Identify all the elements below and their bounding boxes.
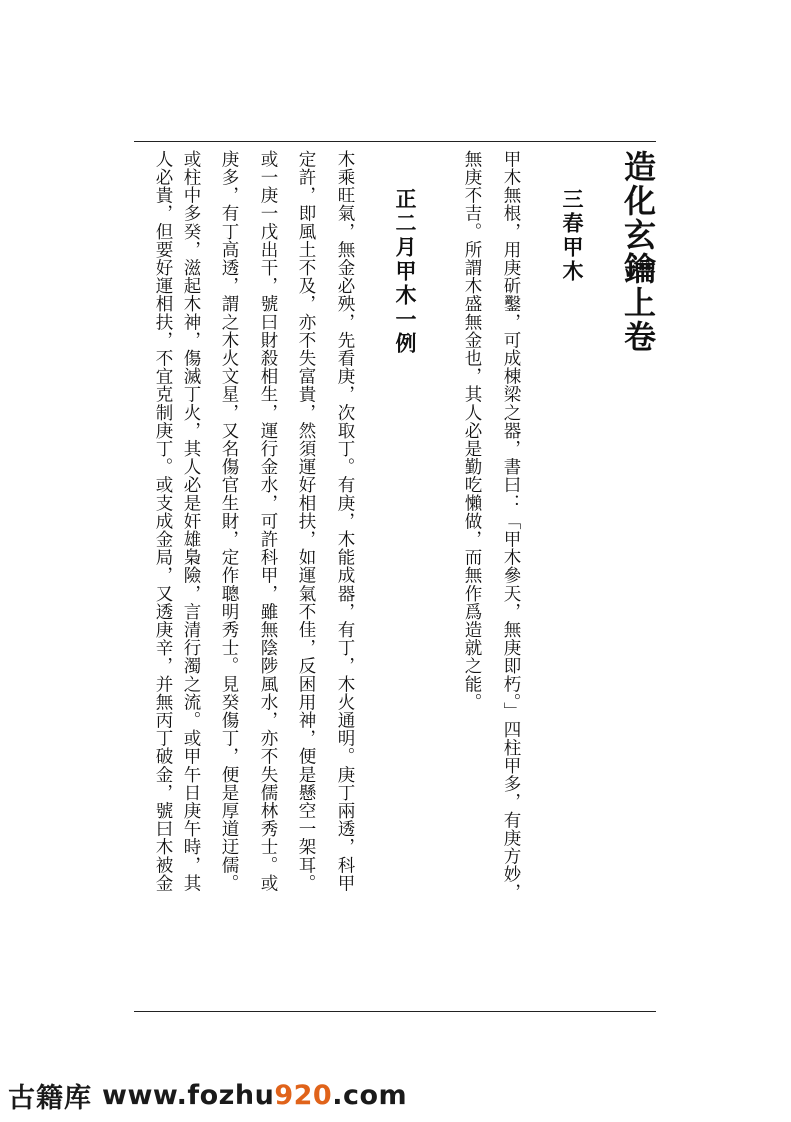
paragraph-line: 或一庚一戊出干，號曰財殺相生，運行金水，可許科甲，雖無陰陟風水，亦不失儒林秀士。或: [258, 150, 278, 893]
section-heading-spring-wood: 三春甲木: [560, 188, 585, 284]
paragraph-line: 或柱中多癸，滋起木神，傷滅丁火，其人必是奸雄梟險，言清行濁之流。或甲午日庚午時，其: [181, 150, 201, 893]
paragraph-line: 木乘旺氣，無金必殃，先看庚，次取丁。有庚，木能成器，有丁，木火通明。庚丁兩透，科甲: [335, 150, 355, 893]
book-title: 造化玄鑰上卷: [619, 150, 657, 354]
url-suffix: .com: [332, 1079, 408, 1111]
paragraph-line: 無庚不吉。所謂木盛無金也，其人必是勤吃懶做，而無作爲造就之能。: [462, 150, 482, 712]
section-heading-first-second-month: 正二月甲木一例: [393, 188, 418, 356]
site-watermark: [8, 1074, 407, 1116]
paragraph-line: 甲木無根，用庚斫鑿，可成棟梁之器，書曰：「甲木參天，無庚即朽。」四柱甲多，有庚方妙，: [501, 150, 521, 902]
site-url[interactable]: [102, 1080, 407, 1111]
brand-name: 古籍库: [8, 1082, 92, 1114]
url-number: 920: [274, 1079, 333, 1111]
paragraph-line: 庚多，有丁高透，謂之木火文星，又名傷官生財，定作聰明秀士。見癸傷丁，便是厚道迂儒。: [219, 150, 239, 893]
paragraph-line: 定許，即風土不及，亦不失富貴，然須運好相扶，如運氣不佳，反困用神，便是懸空一架耳。: [296, 150, 316, 893]
paragraph-line: 人必貴，但要好運相扶，不宜克制庚丁。或支成金局，又透庚辛，并無丙丁破金，號曰木被金: [153, 150, 173, 893]
url-prefix: www.fozhu: [102, 1079, 275, 1111]
bottom-rule: [134, 1011, 656, 1012]
top-rule: [134, 141, 656, 142]
